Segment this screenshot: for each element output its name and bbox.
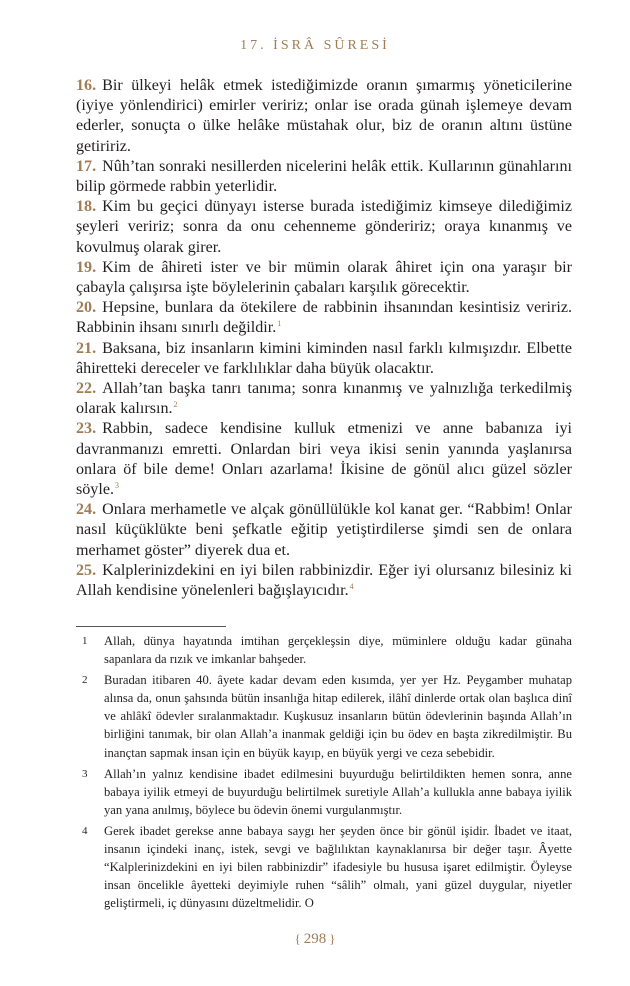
footnote-reference[interactable]: 4 (349, 581, 354, 591)
verse-number: 20. (76, 299, 97, 317)
footnote-divider (76, 626, 226, 627)
verse-list (76, 76, 572, 601)
verse (76, 258, 572, 298)
verse (76, 500, 572, 561)
footnote-text: Gerek ibadet gerekse anne babaya saygı her şeyden önce bir gönül işidir. İbadet ve itaat, insanın içindeki inanç, istek, sevgi ve bağlılıktan kaynaklanırsa bir değer taşır. Âyette “Kalplerinizdekini en iyi bilen rabbinizdir” ifadesiyle bu hususa işaret edilmiştir. Öyleyse insan öncelikle âyetteki deyimiyle ruhen “sâlih” olmalı, yani güzel duygular, niyetler geliştirmeli, iç dünyasını düzeltmelidir. O (104, 823, 572, 911)
footnote-reference[interactable]: 2 (173, 399, 178, 409)
footnote-text: Buradan itibaren 40. âyete kadar devam eden kısımda, yer yer Hz. Peygamber muhatap alınsa da, onun şahsında bütün insanlığa hitap edilerek, ilâhî dinlerde ortak olan başlıca dinî ve ahlâkî ödevler sıralanmaktadır. Kuşkusuz insanların bütün ödevlerinin başında Allah’ın birliğini tanımak, bir olan Allah’a inanmak geldiği için bu ödev en başta zikredilmiştir. Bu inançtan sapmak insan için en büyük kayıp, en büyük yergi ve ceza sebebidir. (104, 673, 572, 760)
verse (76, 379, 572, 419)
verse-number: 16. (76, 77, 97, 94)
verse (76, 339, 572, 379)
footnote (82, 632, 572, 668)
verse (76, 157, 572, 197)
footnote-number: 3 (82, 767, 88, 780)
verse (76, 561, 572, 601)
verse-text: Kalplerinizdekini en iyi bilen rabbinizdir. Eğer iyi olursanız bilesiniz ki Allah kendisine yönelenleri bağışlayıcıdır. (76, 561, 572, 600)
footnote-number: 4 (82, 824, 88, 837)
verse-number: 24. (76, 501, 97, 519)
verse-number: 25. (76, 561, 97, 579)
footnote-text: Allah, dünya hayatında imtihan gerçekleşsin diye, müminlere olduğu kadar günaha sapanlara da rızık ve imkanlar bahşeder. (104, 634, 572, 667)
footnote-number: 1 (82, 635, 88, 647)
footnote-reference[interactable]: 1 (277, 319, 282, 329)
verse-text: Baksana, biz insanların kimini kiminden nasıl farklı kılmışızdır. Elbette âhiretteki dereceler ve farklılıklar daha büyük olacaktır. (76, 339, 572, 377)
verse-number: 19. (76, 258, 97, 276)
footnote (82, 822, 572, 912)
verse-text: Onlara merhametle ve alçak gönüllülükle kol kanat ger. “Rabbim! Onlar nasıl küçüklükte beni şefkatle eğitip yetiştirdilerse şimdi sen de onlara merhamet göster” diyerek dua et. (76, 501, 572, 559)
verse (76, 76, 572, 157)
verse (76, 419, 572, 500)
verse-text: Kim de âhireti ister ve bir mümin olarak âhiret için ona yaraşır bir çabayla çalışırsa işte böylelerinin çabaları karşılık görecektir. (76, 258, 572, 297)
footnote-text: Allah’ın yalnız kendisine ibadet edilmesini buyurduğu belirtildikten hemen sonra, anne babaya iyilik etmeyi de buyurduğu belirtilmek suretiyle Allah’a kullukla anne babaya iyilik yan yana anılmış, böylece bu ödevin önemi vurgulanmıştır. (104, 766, 572, 817)
verse-text: Hepsine, bunlara da ötekilere de rabbinin ihsanından kesintisiz veririz. Rabbinin ihsanı sınırlı değildir. (76, 299, 572, 337)
footnote (82, 765, 572, 819)
page-number (0, 931, 630, 948)
verse (76, 197, 572, 258)
footnote-number: 2 (82, 674, 88, 687)
ornament-left: { (294, 931, 301, 946)
verse-number: 17. (76, 157, 97, 175)
verse-text: Bir ülkeyi helâk etmek istediğimizde oranın şımarmış yöneticilerine (iyiye yönlendirici) emirler veririz; onlar ise orada günah işlemeye devam ederler, sonuçta o ülke helâke müstahak olur, biz de oranın altını üstüne getiririz. (76, 77, 572, 155)
footnote-reference[interactable]: 3 (115, 480, 119, 490)
verse-text: Kim bu geçici dünyayı isterse burada istediğimiz kimseye dilediğimiz şeyleri veririz; sonra da onu cehenneme göndeririz; oraya kınanmış ve kovulmuş olarak girer. (76, 198, 572, 256)
verse-text: Rabbin, sadece kendisine kulluk etmenizi ve anne babanıza iyi davranmanızı emretti. Onlardan biri veya ikisi senin yanında yaşlanırsa onlara öf bile deme! Onları azarlama! İkisine de gönül alıcı güzel sözler söyle. (76, 420, 572, 499)
verse-text: Nûh’tan sonraki nesillerden nicelerini helâk ettik. Kullarının günahlarını bilip görmede rabbin yeterlidir. (76, 157, 572, 196)
footnote (82, 671, 572, 761)
verse-text: Allah’tan başka tanrı tanıma; sonra kınanmış ve yalnızlığa terkedilmiş olarak kalırsın. (76, 380, 572, 418)
verse-number: 21. (76, 339, 97, 357)
verse (76, 298, 572, 338)
running-header: 17. İSRÂ SÛRESİ (240, 38, 390, 53)
verse-number: 23. (76, 420, 97, 438)
footnote-list (82, 632, 572, 915)
verse-number: 22. (76, 380, 97, 398)
verse-number: 18. (76, 198, 97, 216)
page-number-value: 298 (303, 931, 327, 947)
ornament-right: } (329, 931, 336, 946)
